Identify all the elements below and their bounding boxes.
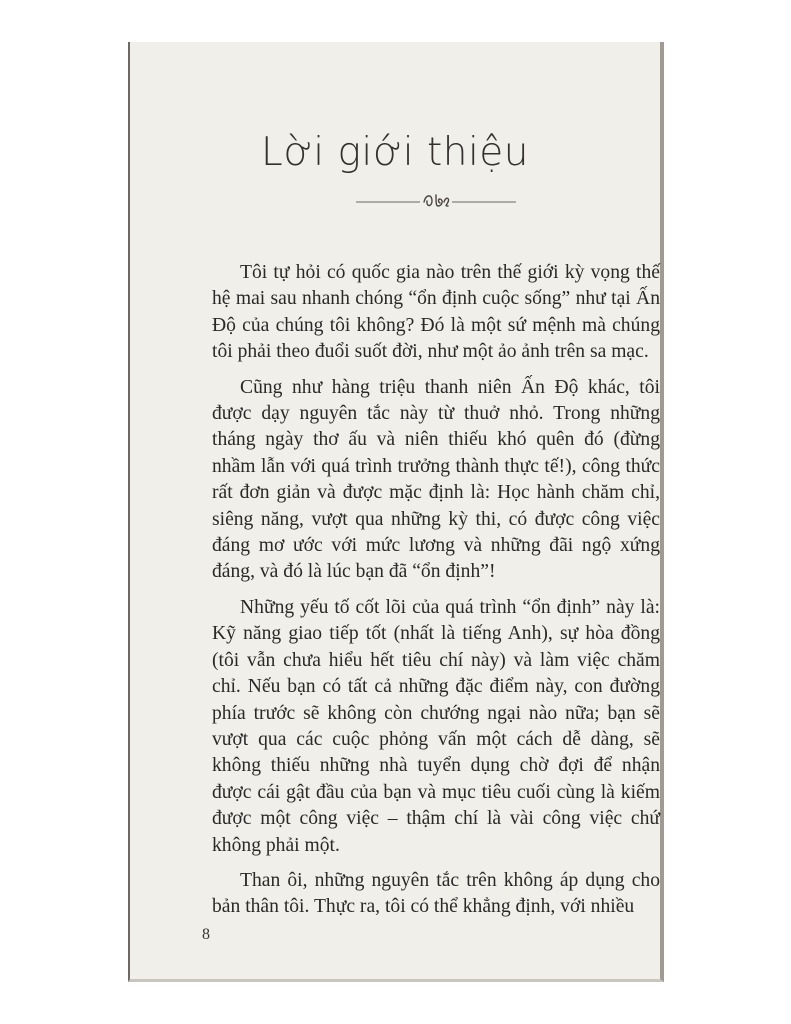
ornament-flourish-icon bbox=[424, 195, 449, 206]
chapter-title: Lời giới thiệu bbox=[260, 130, 530, 175]
paragraph: Tôi tự hỏi có quốc gia nào trên thế giới kỳ vọng thế hệ mai sau nhanh chóng “ổn định cuộc sống” như tại Ấn Độ của chúng tôi không? Đó là một sứ mệnh mà chúng tôi phải theo đuổi suốt đời, như một ảo ảnh trên sa mạc. bbox=[212, 262, 660, 363]
body-text bbox=[212, 260, 660, 930]
paragraph: Cũng như hàng triệu thanh niên Ấn Độ khác, tôi được dạy nguyên tắc này từ thuở nhỏ. Trong những tháng ngày thơ ấu và niên thiếu khó quên đó (đừng nhầm lẫn với quá trình trưởng thành thực tế!), công thức rất đơn giản và được mặc định là: Học hành chăm chỉ, siêng năng, vượt qua những kỳ thi, có được công việc đáng mơ ước với mức lương và những đãi ngộ xứng đáng, và đó là lúc bạn đã “ổn định”! bbox=[212, 376, 660, 583]
paragraph: Những yếu tố cốt lõi của quá trình “ổn định” này là: Kỹ năng giao tiếp tốt (nhất là tiếng Anh), sự hòa đồng (tôi vẫn chưa hiểu hết tiêu chí này) và làm việc chăm chỉ. Nếu bạn có tất cả những đặc điểm này, con đường phía trước sẽ không còn chướng ngại nào nữa; bạn sẽ vượt qua các cuộc phỏng vấn một cách dễ dàng, sẽ không thiếu những nhà tuyển dụng chờ đợi để nhận được cái gật đầu của bạn và mục tiêu cuối cùng là kiếm được một công việc – thậm chí là vài công việc chứ không phải một. bbox=[212, 596, 660, 856]
page-number: 8 bbox=[202, 926, 210, 943]
paragraph: Than ôi, những nguyên tắc trên không áp dụng cho bản thân tôi. Thực ra, tôi có thể khẳng định, với nhiều bbox=[212, 869, 660, 918]
title-ornament bbox=[356, 190, 516, 212]
book-page bbox=[128, 42, 664, 982]
